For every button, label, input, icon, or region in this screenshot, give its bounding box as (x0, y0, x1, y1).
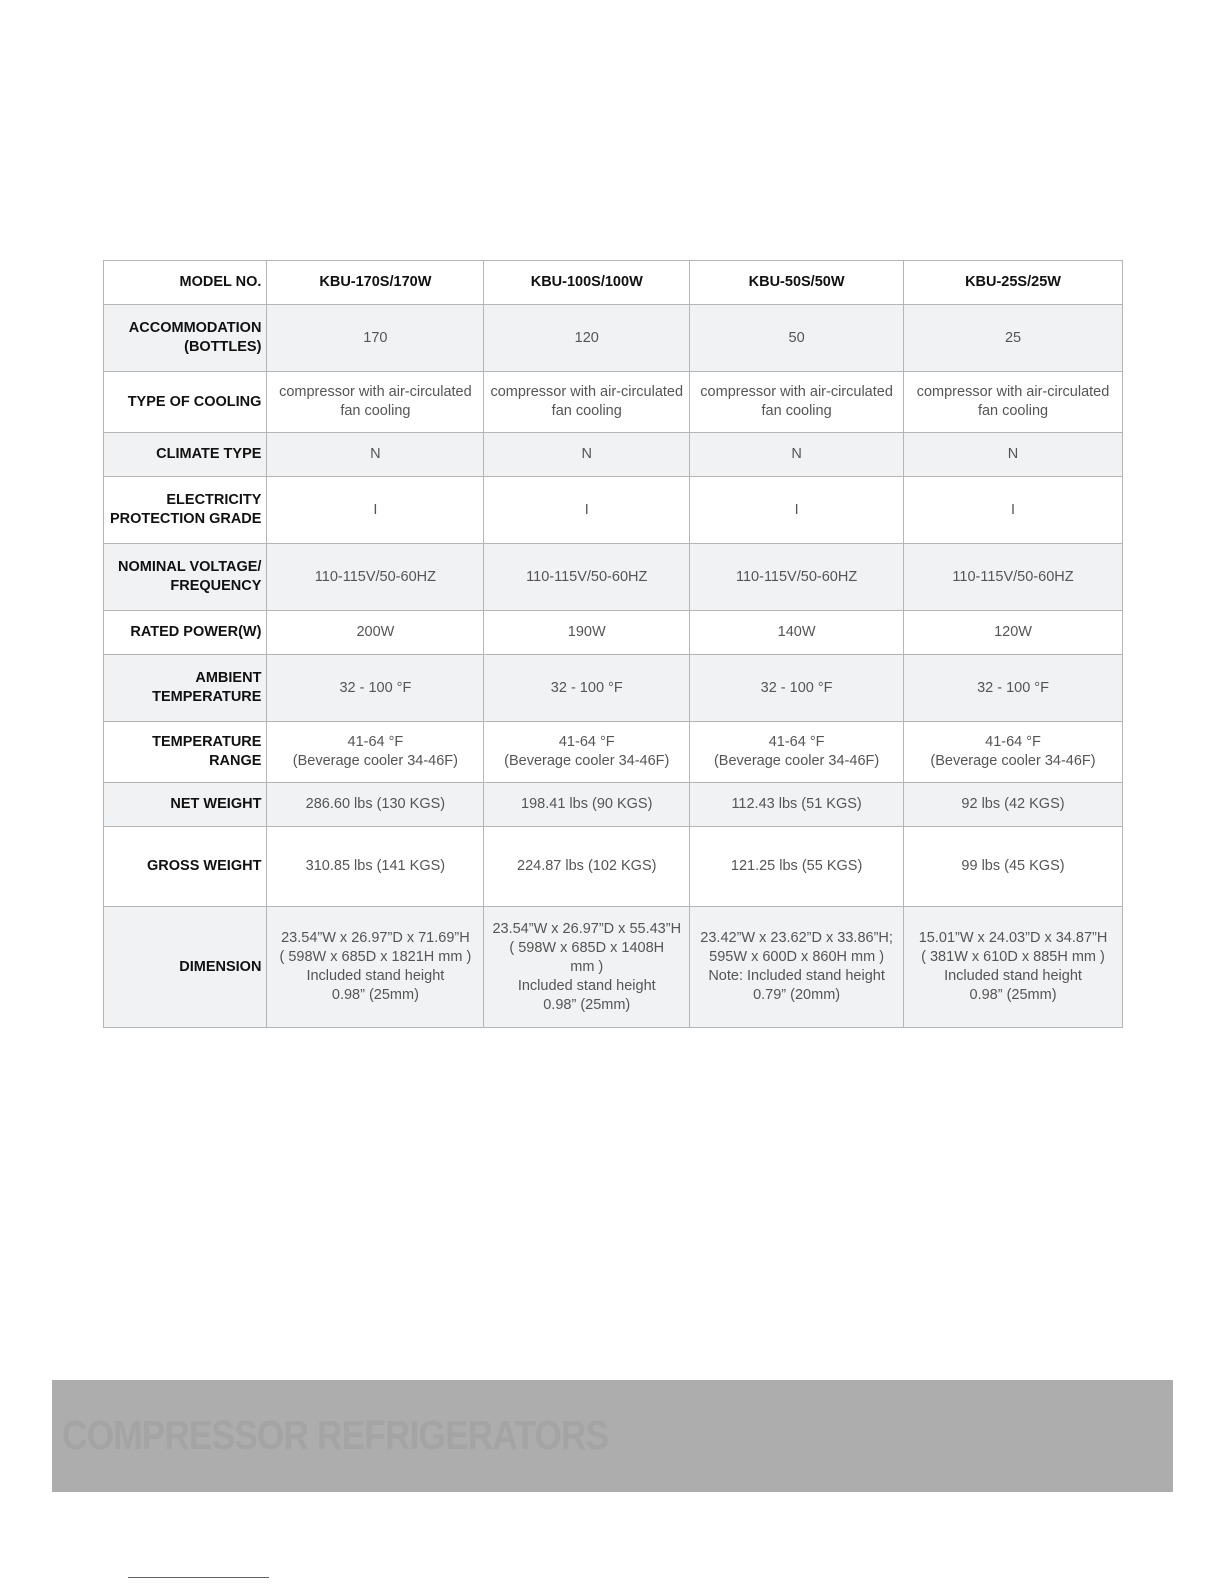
table-cell: 170 (267, 305, 484, 372)
model-header: KBU-100S/100W (484, 261, 690, 305)
table-cell: 140W (690, 611, 904, 655)
table-cell: 120W (904, 611, 1123, 655)
table-cell: 110-115V/50-60HZ (267, 544, 484, 611)
footer-banner (52, 1380, 1173, 1492)
row-label: ELECTRICITY PROTECTION GRADE (104, 477, 267, 544)
table-cell: 32 - 100 °F (904, 655, 1123, 722)
table-cell: I (267, 477, 484, 544)
row-label: TEMPERATURE RANGE (104, 722, 267, 783)
table-row (104, 372, 1123, 433)
table-cell: N (904, 433, 1123, 477)
table-cell: N (690, 433, 904, 477)
row-label: CLIMATE TYPE (104, 433, 267, 477)
row-label: RATED POWER(W) (104, 611, 267, 655)
table-cell: 286.60 lbs (130 KGS) (267, 783, 484, 827)
table-row (104, 544, 1123, 611)
table-row (104, 611, 1123, 655)
table-cell: 121.25 lbs (55 KGS) (690, 827, 904, 907)
table-cell: compressor with air-circulated fan cooling (267, 372, 484, 433)
table-cell: 41-64 °F (Beverage cooler 34-46F) (904, 722, 1123, 783)
table-cell: 92 lbs (42 KGS) (904, 783, 1123, 827)
table-cell: I (484, 477, 690, 544)
table-cell: 15.01”W x 24.03”D x 34.87”H ( 381W x 610D x 885H mm ) Included stand height 0.98” (25mm) (904, 907, 1123, 1028)
table-cell: 25 (904, 305, 1123, 372)
model-header: KBU-170S/170W (267, 261, 484, 305)
table-cell: N (484, 433, 690, 477)
table-cell: 23.42”W x 23.62”D x 33.86”H; 595W x 600D x 860H mm ) Note: Included stand height 0.79” (20mm) (690, 907, 904, 1028)
table-cell: compressor with air-circulated fan cooling (904, 372, 1123, 433)
row-label: NOMINAL VOLTAGE/ FREQUENCY (104, 544, 267, 611)
footer-link-underline[interactable] (128, 1577, 269, 1578)
table-header-row (104, 261, 1123, 305)
table-row (104, 433, 1123, 477)
table-cell: 99 lbs (45 KGS) (904, 827, 1123, 907)
table-row (104, 827, 1123, 907)
row-label: DIMENSION (104, 907, 267, 1028)
row-label: MODEL NO. (104, 261, 267, 305)
table-row (104, 722, 1123, 783)
table-cell: 190W (484, 611, 690, 655)
row-label: AMBIENT TEMPERATURE (104, 655, 267, 722)
table-cell: 32 - 100 °F (690, 655, 904, 722)
table-row (104, 907, 1123, 1028)
table-row (104, 783, 1123, 827)
table-cell: 23.54”W x 26.97”D x 55.43”H ( 598W x 685D x 1408H mm ) Included stand height 0.98” (25mm) (484, 907, 690, 1028)
table-cell: 41-64 °F (Beverage cooler 34-46F) (690, 722, 904, 783)
table-cell: 110-115V/50-60HZ (690, 544, 904, 611)
table-cell: 32 - 100 °F (484, 655, 690, 722)
footer-title: COMPRESSOR REFRIGERATORS (62, 1412, 609, 1458)
table-cell: 200W (267, 611, 484, 655)
table-cell: 110-115V/50-60HZ (904, 544, 1123, 611)
table-cell: 41-64 °F (Beverage cooler 34-46F) (267, 722, 484, 783)
table-cell: 112.43 lbs (51 KGS) (690, 783, 904, 827)
table-cell: compressor with air-circulated fan cooling (690, 372, 904, 433)
table-cell: 198.41 lbs (90 KGS) (484, 783, 690, 827)
table-cell: 32 - 100 °F (267, 655, 484, 722)
table-cell: I (904, 477, 1123, 544)
row-label: GROSS WEIGHT (104, 827, 267, 907)
model-header: KBU-25S/25W (904, 261, 1123, 305)
table-cell: 110-115V/50-60HZ (484, 544, 690, 611)
row-label: ACCOMMODATION (BOTTLES) (104, 305, 267, 372)
row-label: TYPE OF COOLING (104, 372, 267, 433)
table-row (104, 655, 1123, 722)
table-cell: 23.54”W x 26.97”D x 71.69”H ( 598W x 685D x 1821H mm ) Included stand height 0.98” (25mm) (267, 907, 484, 1028)
table-cell: 120 (484, 305, 690, 372)
table-cell: I (690, 477, 904, 544)
table-cell: N (267, 433, 484, 477)
table-cell: compressor with air-circulated fan cooling (484, 372, 690, 433)
model-header: KBU-50S/50W (690, 261, 904, 305)
table-cell: 224.87 lbs (102 KGS) (484, 827, 690, 907)
table-cell: 310.85 lbs (141 KGS) (267, 827, 484, 907)
table-cell: 41-64 °F (Beverage cooler 34-46F) (484, 722, 690, 783)
table-cell: 50 (690, 305, 904, 372)
table-row (104, 305, 1123, 372)
spec-table (103, 260, 1123, 1028)
table-row (104, 477, 1123, 544)
row-label: NET WEIGHT (104, 783, 267, 827)
